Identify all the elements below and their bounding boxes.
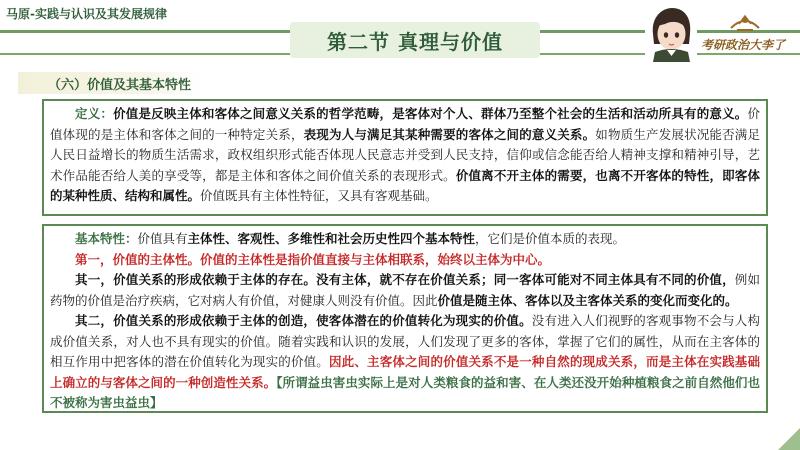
features-list: 主体性、客观性、多维性和社会历史性四个基本特性 <box>187 231 476 246</box>
point-two-note: 【所谓益虫害虫实际上是对人类粮食的益和害、在人类还没开始种植粮食之前自然他们也不被称为害虫益虫】 <box>50 374 760 410</box>
brand-seal-icon <box>725 10 765 34</box>
definition-box <box>42 99 768 216</box>
point-two-text: 其二，价值关系的形成依赖于主体的创造，使客体潜在的价值转化为现实的价值。 <box>75 313 532 328</box>
subjectivity-statement: 第一，价值的主体性。价值的主体性是指价值直接与主体相联系，始终以主体为中心。 <box>75 251 551 267</box>
features-intro-c: ，它们是价值本质的表现。 <box>475 231 626 246</box>
title-banner <box>290 22 540 58</box>
features-label: 基本特性： <box>75 231 138 246</box>
point-one-conclusion: 价值是随主体、客体以及主客体关系的变化而变化的。 <box>437 292 738 308</box>
point-one-example: 例如药物的价值是治疗疾病，它对病人有价值，对健康人则没有价值。因此 <box>50 272 760 308</box>
avatar <box>645 4 697 62</box>
features-box <box>42 224 768 413</box>
brand-name: 考研政治大李了 <box>701 38 786 52</box>
definition-core: 价值是反映主体和客体之间意义关系的哲学范畴，是客体对个人、群体乃至整个社会的生活和活动所具有的意义。 <box>113 106 748 121</box>
definition-label: 定义： <box>75 106 114 121</box>
definition-emphasis-3: 价值离不开主体的需要，也离不开客体的特性，即客体的某种性质、结构和属性。 <box>50 167 760 203</box>
page-title: 第二节 真理与价值 <box>327 29 503 54</box>
definition-emphasis-2: 表现为人与满足其某种需要的客体之间的意义关系。 <box>303 126 596 142</box>
feature-subjectivity-heading <box>50 250 760 271</box>
definition-text-2: 价值体现的是主体和客体之间的一种特定关系， <box>50 106 760 142</box>
definition-examples: 如物质生产发展状况能否满足人民日益增长的物质生活需求，政权组织形式能否体现人民意志并受到人民支持，信仰或信念能否给人精神支撑和精神引导，艺术作品能否给人美的享受等，都是主体和客体之间价值关系的表现形式。 <box>50 126 760 183</box>
point-one <box>50 270 760 311</box>
breadcrumb: 马原-实践与认识及其发展规律 <box>6 7 167 21</box>
brand-logo-area <box>645 4 795 64</box>
definition-text-end: 价值既具有主体性特征，又具有客观基础。 <box>200 188 438 203</box>
features-intro-a: 价值具有 <box>137 231 188 246</box>
point-two-conclusion: 因此、主客体之间的价值关系不是一种自然的现成关系，而是主体在实践基础上确立的与客体之间的一种创造性关系。 <box>50 354 760 390</box>
features-intro <box>50 229 760 250</box>
corner-decoration <box>778 428 800 450</box>
point-one-text: 其一，价值关系的形成依赖于主体的存在。没有主体，就不存在价值关系；同一客体可能对不同主体具有不同的价值， <box>75 272 735 287</box>
definition-paragraph <box>50 104 760 207</box>
point-two <box>50 311 760 414</box>
section-heading: （六）价值及其基本特性 <box>18 72 201 94</box>
point-two-explanation: 没有进入人们视野的客观事物不会与人构成价值关系，对人也不具有现实的价值。随着实践和认识的发展，人们发现了更多的客体，掌握了它们的属性，从而在主客体的相互作用中把客体的潜在价值转化为现实的价值。 <box>50 313 760 369</box>
